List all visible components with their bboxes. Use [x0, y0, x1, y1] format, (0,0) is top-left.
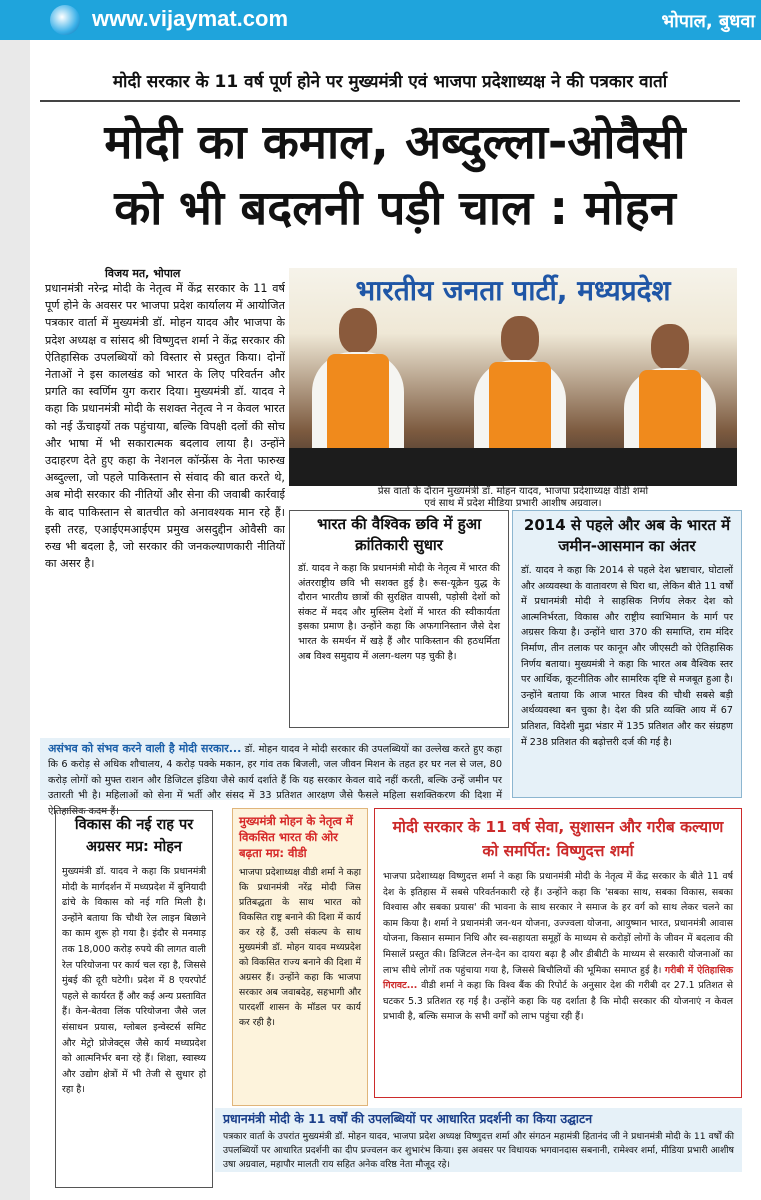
box-vd-title: मुख्यमंत्री मोहन के नेतृत्व में विकसित भारत की ओर बढ़ता मप्र: वीडी [239, 814, 353, 860]
box-2014-text: डॉ. यादव ने कहा कि 2014 से पहले देश भ्रष्टाचार, घोटालों और अव्यवस्था के वातावरण से घिरा था, लेकिन बीते 11 वर्षों में प्रधानमंत्री मोदी ने साहसिक निर्णय लेकर देश को आत्मनिर्भरता, विकास और राष्ट्रीय स्वाभिमान के मार्ग पर अग्रसर किया है। उन्होंने धारा 370 की समाप्ति, राम मंदिर निर्माण, तीन तलाक पर कानून और जीएसटी को ऐतिहासिक निर्णय बताया। मुख्यमंत्री ने कहा कि भारत अब वैश्विक स्तर पर आर्थिक, कूटनीतिक और सामरिक दृष्टि से मजबूत हुआ है। उन्होंने बताया कि आज भारत विश्व की चौथी सबसे बड़ी अर्थव्यवस्था बन चुका है। देश की प्रति व्यक्ति आय में 67 प्रतिशत, विदेशी मुद्रा भंडार में 135 प्रतिशत और कर संग्रहण में 238 प्रतिशत की बढ़ोत्तरी दर्ज की गई है। [521, 565, 733, 748]
caption-line-1: प्रेस वार्ता के दौरान मुख्यमंत्री डॉ. मोहन यादव, भाजपा प्रदेशाध्यक्ष वीडी शर्मा [377, 486, 649, 497]
article-body: प्रधानमंत्री नरेन्द्र मोदी के नेतृत्व में केंद्र सरकार के 11 वर्ष पूर्ण होने के अवसर पर भाजपा प्रदेश कार्यालय में आयोजित पत्रकार वार्ता में मुख्यमंत्री डॉ. मोहन यादव और भाजपा के प्रदेश अध्यक्ष व सांसद श्री विष्णुदत्त शर्मा ने केंद्र सरकार की ऐतिहासिक उपलब्धियों को विस्तार से प्रस्तुत किया। दोनों नेताओं ने इस कालखंड को भारत के लिए परिवर्तन और प्रगति का स्वर्णिम युग करार दिया। मुख्यमंत्री डॉ. यादव ने कहा कि प्रधानमंत्री मोदी के सशक्त नेतृत्व ने न केवल भारत को नई ऊँचाइयों तक पहुंचाया, बल्कि विपक्षी दलों की सोच और भाषा में भी सकारात्मक बदलाव लाया है। उन्होंने उदाहरण देते हुए कहा के नेशनल कॉन्फ्रेंस के नेता फारुख अब्दुल्ला, जो पहले पाकिस्तान से संवाद की बात करते थे, अब मोदी सरकार की नीतियों और सेना की जवाबी कार्रवाई के बाद पाकिस्तान से बातचीत को अनावश्यक मान रहे हैं। इसी तरह, एआईएमआईएम प्रमुख असदुद्दीन ओवैसी का रुख भी बदला है, जो सरकार की जनकल्याणकारी नीतियों का असर है। [45, 282, 285, 571]
headline-line-2: को भी बदलनी पड़ी चाल : मोहन [114, 181, 676, 236]
stage-table [289, 448, 737, 486]
article-kicker: मोदी सरकार के 11 वर्ष पूर्ण होने पर मुख्यमंत्री एवं भाजपा प्रदेशाध्यक्ष ने की पत्रकार वार्ता [40, 62, 740, 102]
box-seva-sushasan [374, 808, 742, 1098]
photo-caption [289, 486, 737, 510]
masthead-banner [0, 0, 761, 40]
box-before-after-2014 [512, 510, 742, 798]
box-exhibition-text: पत्रकार वार्ता के उपरांत मुख्यमंत्री डॉ. मोहन यादव, भाजपा प्रदेश अध्यक्ष विष्णुदत्त शर्मा और संगठन महामंत्री हितानंद जी ने प्रधानमंत्री मोदी के 11 वर्षों की उपलब्धियों पर आधारित प्रदर्शनी का दीप प्रज्वलन कर शुभारंभ किया। इस अवसर पर विधायक भगवानदास सबनानी, रामेश्वर शर्मा, मीडिया प्रभारी आशीष उषा अग्रवाल, महापौर मालती राय सहित अनेक वरिष्ठ नेता मौजूद रहे। [223, 1131, 734, 1170]
person-left [307, 308, 407, 458]
box-vikas-title: विकास की नई राह पर अग्रसर मप्र: मोहन [74, 817, 194, 855]
box-vikas [55, 810, 213, 1188]
site-url[interactable]: www.vijaymat.com [92, 6, 289, 31]
globe-logo-icon [50, 5, 80, 35]
box-global-text: डॉ. यादव ने कहा कि प्रधानमंत्री मोदी के नेतृत्व में भारत की अंतरराष्ट्रीय छवि भी सशक्त हुई है। रूस-यूक्रेन युद्ध के दौरान भारतीय छात्रों की सुरक्षित वापसी, पड़ोसी देशों को संकट में मदद और मुस्लिम देशों में भारत की स्वीकार्यता इसका प्रमाण है। उन्होंने कहा कि अफगानिस्तान जैसे देश भारत के समर्थन में खड़े हैं और पाकिस्तान की हठधर्मिता अब विश्व समुदाय में अलग-थलग पड़ चुकी है। [298, 563, 500, 662]
strip-lead: असंभव को संभव करने वाली है मोदी सरकार... [48, 742, 242, 755]
box-seva-para-2: वीडी शर्मा ने कहा कि विश्व बैंक की रिपोर्ट के अनुसार देश की गरीबी दर 27.1 प्रतिशत से घटकर 5.3 प्रतिशत रह गई है। उन्होंने कहा कि यह दर्शाता है कि मोदी सरकार की योजनाएं न केवल प्रभावी है, बल्कि समाज के सभी वर्गों को लाभ पहुंचा रही हैं। [383, 980, 733, 1023]
box-vd-sharma [232, 808, 368, 1106]
box-vd-text: भाजपा प्रदेशाध्यक्ष वीडी शर्मा ने कहा कि प्रधानमंत्री नरेंद्र मोदी जिस प्रतिबद्धता के साथ भारत को विकसित राष्ट्र बनाने की दिशा में कार्य कर रहे हैं, उसी संकल्प के साथ मुख्यमंत्री डॉ. मोहन यादव मध्यप्रदेश को विकसित राज्य बनाने की दिशा में अग्रसर हैं। उन्होंने कहा कि भाजपा सरकार अब जवाबदेह, सहभागी और पारदर्शी शासन के मॉडल पर कार्य कर रही है। [239, 867, 361, 1028]
box-global-title: भारत की वैश्विक छवि में हुआ क्रांतिकारी सुधार [316, 515, 482, 554]
photo-backdrop-banner: भारतीय जनता पार्टी, मध्यप्रदेश [355, 274, 671, 307]
person-center [469, 316, 569, 466]
box-2014-title: 2014 से पहले और अब के भारत में जमीन-आसमान का अंतर [523, 516, 731, 555]
caption-line-2: एवं साथ में प्रदेश मीडिया प्रभारी आशीष अग्रवाल। [424, 498, 602, 509]
box-vikas-text: मुख्यमंत्री डॉ. यादव ने कहा कि प्रधानमंत्री मोदी के मार्गदर्शन में मध्यप्रदेश में बुनियादी ढांचे के विकास को नई गति मिली है। उन्होंने बताया कि चौथी रेल लाइन बिछाने का काम शुरू हो गया है। इंदौर से मनमाड़ तक 18,000 करोड़ रुपये की लागत वाली रेल परियोजना पर कार्य चल रहा है, जिससे मुंबई की दूरी घटेगी। प्रदेश में 8 एयरपोर्ट पहले से कार्यरत हैं और कई अन्य प्रस्तावित हैं। केन-बेतवा लिंक परियोजना जैसे जल संसाधन प्रयास, ग्लोबल इन्वेस्टर्स समिट और मेट्रो प्रोजेक्ट्स जैसे कार्य मध्यप्रदेश को आत्मनिर्भर बना रहे हैं। शिक्षा, स्वास्थ्य और उद्योग क्षेत्रों में भी तेजी से सुधार हो रहा है। [62, 866, 206, 1096]
strip-text: डॉ. मोहन यादव ने मोदी सरकार की उपलब्धियों का उल्लेख करते हुए कहा कि 6 करोड़ से अधिक शौचालय, 4 करोड़ पक्के मकान, हर गांव तक बिजली, जल जीवन मिशन के तहत हर घर नल से जल, 80 करोड़ लोगों को मुफ्त राशन और डिजिटल इंडिया जैसे कार्य दर्शाते हैं कि यह सरकार केवल वादे नहीं करती, बल्कि उन्हें जमीन पर उतारती भी है। महिलाओं को सेना में भर्ती और संसद में 33 प्रतिशत आरक्षण जैसे फैसले महिला सशक्तिकरण की दिशा में ऐतिहासिक कदम हैं। [48, 744, 502, 817]
article-headline [45, 110, 745, 242]
edition-city-day: भोपाल, बुधवा [661, 11, 755, 32]
box-exhibition-title: प्रधानमंत्री मोदी के 11 वर्षों की उपलब्धियों पर आधारित प्रदर्शनी का किया उद्घाटन [223, 1111, 593, 1126]
box-seva-para: भाजपा प्रदेशाध्यक्ष विष्णुदत्त शर्मा ने कहा कि प्रधानमंत्री मोदी के नेतृत्व में केंद्र सरकार के बीते 11 वर्ष देश के इतिहास में सबसे परिवर्तनकारी रहे हैं। उन्होंने कहा कि 'सबका साथ, सबका विकास, सबका विश्वास और सबका प्रयास' की भावना के साथ सरकार ने समाज के हर वर्ग को साथ लेकर चलने का काम किया है। शर्मा ने प्रधानमंत्री जन-धन योजना, उज्ज्वला योजना, आयुष्मान भारत, प्रधानमंत्री आवास योजना, किसान सम्मान निधि और स्व-सहायता समूहों के माध्यम से करोड़ों लोगों के जीवन में बदलाव की मिसालें प्रस्तुत की। डिजिटल लेन-देन का दायरा बढ़ा है और डीबीटी के माध्यम से सरकारी योजनाओं का लाभ सीधे लोगों तक पहुंचाया गया है, जिससे बिचौलियों की भूमिका समाप्त हुई है। [383, 871, 733, 976]
box-seva-text [375, 863, 741, 1031]
dateline: विजय मत, भोपाल [105, 267, 181, 280]
box-global-image [289, 510, 509, 728]
press-conference-photo [289, 268, 737, 486]
box-seva-highlight: गरीबी में ऐतिहासिक गिरावट... [383, 964, 733, 992]
box-exhibition [215, 1108, 742, 1172]
page-left-margin [0, 40, 30, 1200]
achievements-strip [40, 738, 510, 817]
box-seva-title: मोदी सरकार के 11 वर्ष सेवा, सुशासन और गरीब कल्याण को समर्पित: विष्णुदत्त शर्मा [392, 818, 724, 860]
headline-line-1: मोदी का कमाल, अब्दुल्ला-ओवैसी [104, 115, 686, 170]
